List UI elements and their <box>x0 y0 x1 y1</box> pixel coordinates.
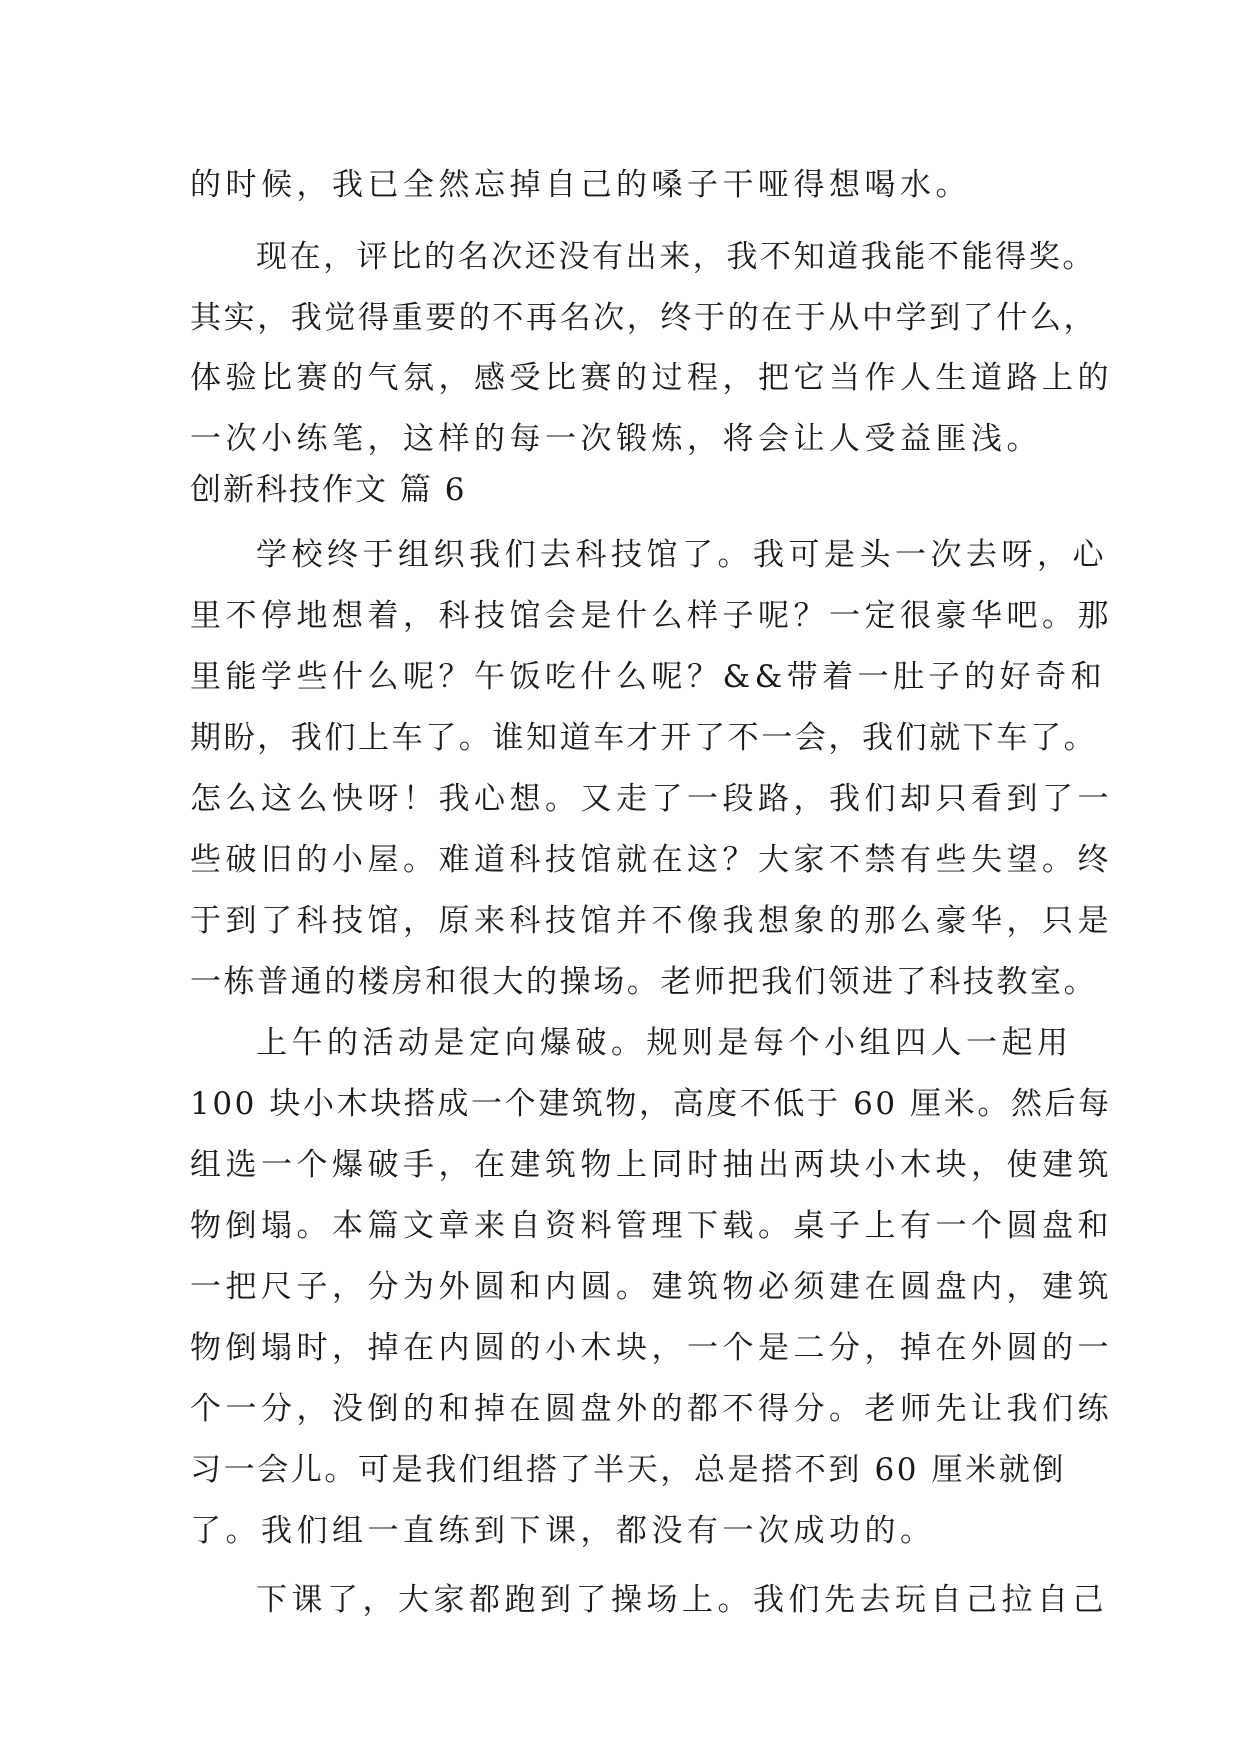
paragraph-line: 的时候，我已全然忘掉自己的嗓子干哑得想喝水。 <box>190 167 971 203</box>
paragraph-line: 个一分，没倒的和掉在圆盘外的都不得分。老师先让我们练 <box>190 1391 1113 1427</box>
paragraph-line: 100 块小木块搭成一个建筑物，高度不低于 60 厘米。然后每 <box>190 1086 1112 1122</box>
section-heading: 创新科技作文 篇 6 <box>190 472 467 508</box>
paragraph-line: 组选一个爆破手，在建筑物上同时抽出两块小木块，使建筑 <box>190 1147 1113 1183</box>
paragraph-line: 学校终于组织我们去科技馆了。我可是头一次去呀，心 <box>256 537 1108 573</box>
paragraph-line: 怎么这么快呀！我心想。又走了一段路，我们却只看到了一 <box>190 781 1113 817</box>
paragraph-line: 一把尺子，分为外圆和内圆。建筑物必须建在圆盘内，建筑 <box>190 1269 1113 1305</box>
paragraph-line: 期盼，我们上车了。谁知道车才开了不一会，我们就下车了。 <box>190 720 1098 756</box>
paragraph-line: 一次小练笔，这样的每一次锻炼，将会让人受益匪浅。 <box>190 421 1042 457</box>
paragraph-line: 现在，评比的名次还没有出来，我不知道我能不能得奖。 <box>256 239 1096 275</box>
paragraph-line: 里不停地想着，科技馆会是什么样子呢？一定很豪华吧。那 <box>190 598 1113 634</box>
paragraph-line: 体验比赛的气氛，感受比赛的过程，把它当作人生道路上的 <box>190 360 1113 396</box>
paragraph-line: 下课了，大家都跑到了操场上。我们先去玩自己拉自己 <box>256 1582 1108 1618</box>
paragraph-line: 了。我们组一直练到下课，都没有一次成功的。 <box>190 1513 936 1549</box>
paragraph-line: 习一会儿。可是我们组搭了半天，总是搭不到 60 厘米就倒 <box>190 1452 1066 1488</box>
paragraph-line: 物倒塌。本篇文章来自资料管理下载。桌子上有一个圆盘和 <box>190 1208 1113 1244</box>
paragraph-line: 其实，我觉得重要的不再名次，终于的在于从中学到了什么， <box>190 300 1098 336</box>
paragraph-line: 上午的活动是定向爆破。规则是每个小组四人一起用 <box>256 1025 1073 1061</box>
paragraph-line: 些破旧的小屋。难道科技馆就在这？大家不禁有些失望。终 <box>190 842 1113 878</box>
paragraph-line: 物倒塌时，掉在内圆的小木块，一个是二分，掉在外圆的一 <box>190 1330 1113 1366</box>
paragraph-line: 于到了科技馆，原来科技馆并不像我想象的那么豪华，只是 <box>190 903 1113 939</box>
paragraph-line: 一栋普通的楼房和很大的操场。老师把我们领进了科技教室。 <box>190 964 1098 1000</box>
paragraph-line: 里能学些什么呢？午饭吃什么呢？&&带着一肚子的好奇和 <box>190 659 1107 695</box>
